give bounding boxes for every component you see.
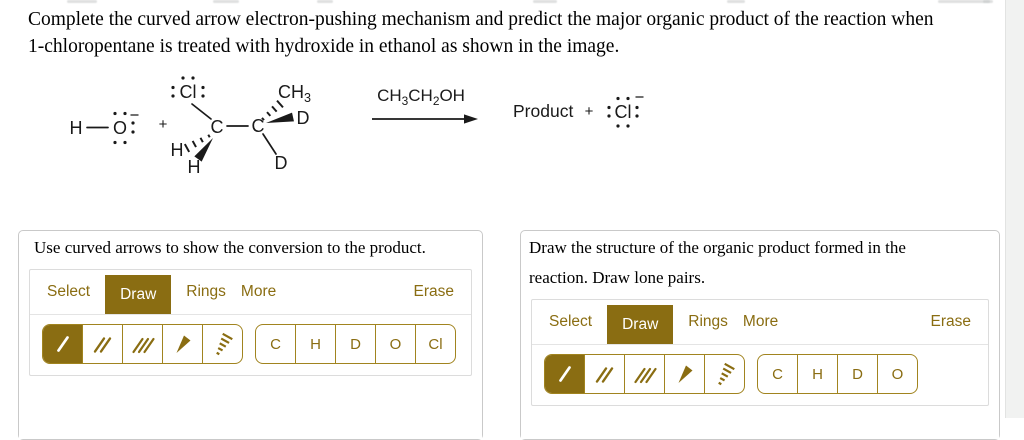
reaction-scheme	[60, 70, 660, 190]
svg-text:H: H	[170, 140, 184, 160]
svg-text:Cl: Cl	[614, 102, 632, 122]
hash-bond-icon	[210, 331, 236, 357]
wedge-bond-tool[interactable]	[664, 355, 704, 393]
svg-text:C: C	[251, 116, 265, 136]
svg-text:CH3: $CH_3$	[278, 82, 312, 105]
hash-bond-tool[interactable]	[704, 355, 744, 393]
toolbar-tools	[30, 315, 471, 375]
svg-text:O: O	[112, 118, 128, 138]
toolbar-tabs	[30, 270, 471, 315]
scrollbar-track[interactable]	[1005, 0, 1024, 418]
double-bond-tool[interactable]	[82, 325, 122, 363]
single-bond-tool[interactable]	[545, 355, 584, 393]
atom-button-d[interactable]: D	[837, 355, 877, 393]
panel-prompt: Use curved arrows to show the conversion to the product.	[34, 238, 426, 257]
atom-button-h[interactable]: H	[295, 325, 335, 363]
svg-text:D: D	[274, 153, 288, 173]
product-panel	[520, 230, 1000, 440]
question-text	[28, 7, 993, 60]
svg-text:D: D	[296, 108, 310, 128]
double-bond-icon	[592, 361, 618, 387]
clipped-text-remnant	[0, 0, 1024, 5]
bond-tool-group	[42, 324, 243, 364]
atom-button-c[interactable]: C	[772, 365, 783, 383]
atom-button-c[interactable]: C	[270, 335, 281, 353]
svg-text:Product: Product	[513, 101, 574, 121]
double-bond-icon	[90, 331, 116, 357]
triple-bond-icon	[130, 331, 156, 357]
chem-toolbar	[531, 299, 989, 406]
tab-select[interactable]: Select	[47, 283, 91, 300]
triple-bond-tool[interactable]	[624, 355, 664, 393]
atom-button-d[interactable]: D	[335, 325, 375, 363]
svg-text:Cl: Cl	[179, 82, 197, 102]
chem-toolbar	[29, 269, 472, 376]
wedge-bond-icon	[672, 361, 698, 387]
tab-draw[interactable]: Draw	[105, 275, 171, 314]
tab-more[interactable]: More	[742, 313, 779, 330]
hash-bond-tool[interactable]	[202, 325, 242, 363]
tab-rings[interactable]: Rings	[186, 283, 226, 300]
drawing-canvas[interactable]	[521, 406, 999, 439]
hash-bond-icon	[712, 361, 738, 387]
single-bond-tool[interactable]	[43, 325, 82, 363]
svg-text:+: +	[584, 103, 594, 120]
curved-arrows-panel	[18, 230, 483, 440]
atom-button-o[interactable]: O	[375, 325, 415, 363]
atom-button-group	[757, 354, 918, 394]
tab-erase[interactable]: Erase	[930, 313, 971, 330]
toolbar-tools	[532, 345, 988, 405]
tab-erase[interactable]: Erase	[413, 283, 454, 300]
tab-rings[interactable]: Rings	[688, 313, 728, 330]
single-bond-icon	[552, 361, 578, 387]
triple-bond-tool[interactable]	[122, 325, 162, 363]
svg-text:CH3CH2OH: $CH_3CH_2OH$	[377, 86, 465, 108]
panel-prompt: Draw the structure of the organic product formed in the reaction. Draw lone pairs.	[529, 238, 906, 287]
atom-button-cl[interactable]: Cl	[415, 325, 455, 363]
svg-text:C: C	[210, 117, 224, 137]
toolbar-tabs	[532, 300, 988, 345]
wedge-bond-icon	[170, 331, 196, 357]
bond-tool-group	[544, 354, 745, 394]
svg-text:H: H	[69, 118, 83, 138]
single-bond-icon	[50, 331, 76, 357]
double-bond-tool[interactable]	[584, 355, 624, 393]
svg-text:H: H	[187, 157, 201, 177]
question-line-1: Complete the curved arrow electron-pushing mechanism and predict the major organic product of the reaction when	[28, 9, 934, 30]
tab-select[interactable]: Select	[549, 313, 593, 330]
atom-button-group	[255, 324, 456, 364]
atom-button-o[interactable]: O	[877, 355, 917, 393]
svg-text:+: +	[158, 116, 168, 133]
tab-more[interactable]: More	[240, 283, 277, 300]
question-line-2: 1-chloropentane is treated with hydroxide in ethanol as shown in the image.	[28, 35, 620, 57]
tab-draw[interactable]: Draw	[607, 305, 673, 344]
drawing-canvas[interactable]	[19, 376, 482, 439]
atom-button-h[interactable]: H	[797, 355, 837, 393]
triple-bond-icon	[632, 361, 658, 387]
wedge-bond-tool[interactable]	[162, 325, 202, 363]
